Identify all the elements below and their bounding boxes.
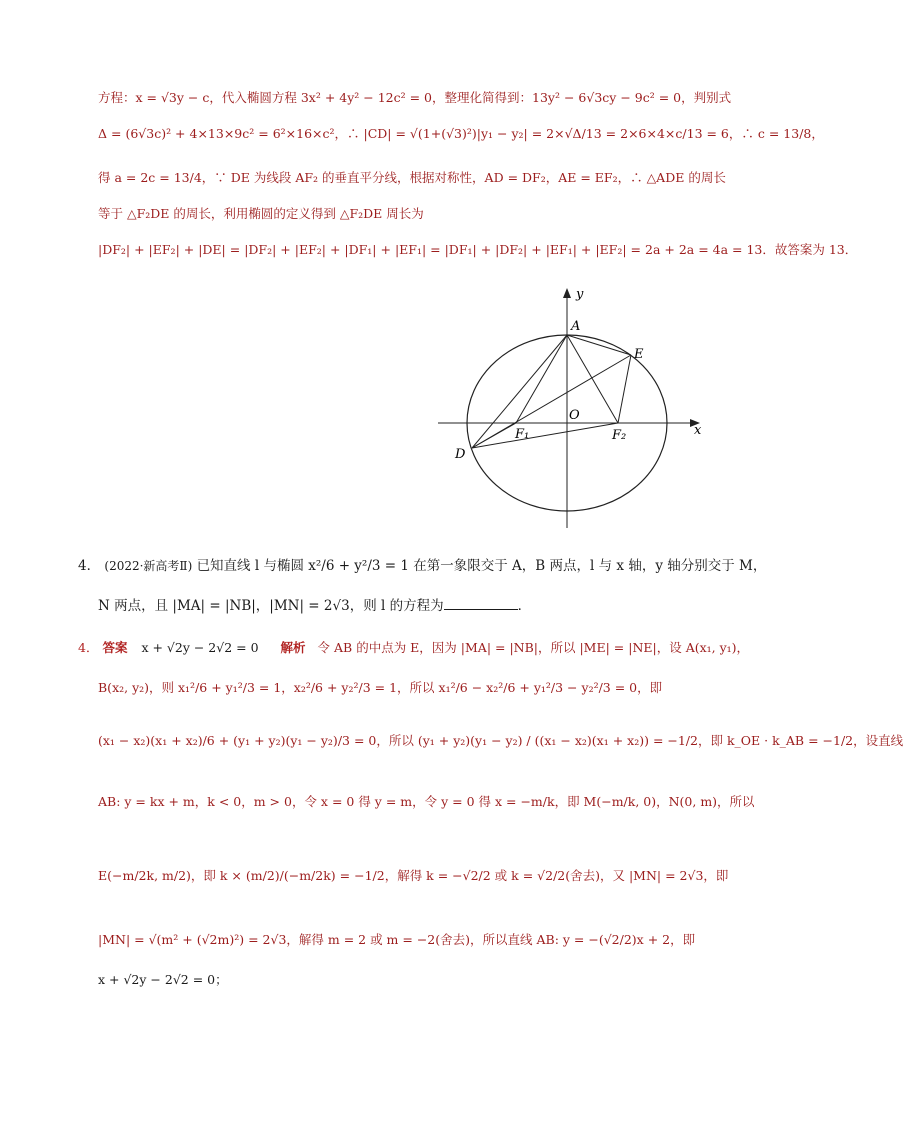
analysis-line-7: x + √2y − 2√2 = 0；	[98, 972, 228, 987]
analysis-label: 解析	[280, 640, 306, 655]
analysis-line-4: AB: y = kx + m，k < 0，m > 0，令 x = 0 得 y = m，令 y = 0 得 x = −m/k，即 M(−m/k, 0)，N(0, m)，所以	[98, 794, 755, 809]
label-x-axis: x	[694, 423, 702, 438]
solution-line-1: 方程：x = √3y − c，代入椭圆方程 3x² + 4y² − 12c² = 0，整理化简得到：13y² − 6√3cy − 9c² = 0，判别式	[98, 90, 732, 105]
solution-line-2: Δ = (6√3c)² + 4×13×9c² = 6²×16×c²，∴ |CD| = √(1+(√3)²)|y₁ − y₂| = 2×√Δ/13 = 2×6×4×c/13 = 6，∴ c = 13/8，	[98, 126, 824, 141]
label-origin-o: O	[569, 408, 580, 423]
answer-value: x + √2y − 2√2 = 0	[141, 640, 259, 655]
analysis-line-5: E(−m/2k, m/2)，即 k × (m/2)/(−m/2k) = −1/2，解得 k = −√2/2 或 k = √2/2(舍去)，又 |MN| = 2√3，即	[98, 868, 729, 883]
answer-blank	[444, 597, 518, 610]
question-text-1: 已知直线 l 与椭圆 x²/6 + y²/3 = 1 在第一象限交于 A，B 两点，l 与 x 轴，y 轴分别交于 M，	[196, 558, 767, 574]
solution-line-3: 得 a = 2c = 13/4，∵ DE 为线段 AF₂ 的垂直平分线，根据对称性，AD = DF₂，AE = EF₂，∴ △ADE 的周长	[98, 170, 726, 185]
question-line-2	[98, 596, 734, 616]
label-y-axis: y	[576, 287, 584, 302]
question-text-2a: N 两点，且 |MA| = |NB|，|MN| = 2√3，则 l 的方程为	[98, 598, 444, 614]
ellipse-figure	[430, 282, 730, 532]
solution-line-4: 等于 △F₂DE 的周长，利用椭圆的定义得到 △F₂DE 周长为	[98, 206, 424, 221]
analysis-line-6: |MN| = √(m² + (√2m)²) = 2√3，解得 m = 2 或 m = −2(舍去)，所以直线 AB: y = −(√2/2)x + 2，即	[98, 932, 696, 947]
solution-line-5: |DF₂| + |EF₂| + |DE| = |DF₂| + |EF₂| + |DF₁| + |EF₁| = |DF₁| + |DF₂| + |EF₁| + |EF₂| = 2a + 2a = 4a = 13．故答案为 13．	[98, 242, 858, 257]
question-number: 4．	[78, 558, 101, 574]
label-point-d: D	[455, 447, 466, 462]
label-point-f1: F₁	[515, 427, 530, 442]
answer-number: 4．	[78, 640, 99, 655]
analysis-line-1: 令 AB 的中点为 E，因为 |MA| = |NB|，所以 |ME| = |NE|，设 A(x₁, y₁)，	[317, 640, 750, 655]
label-point-e: E	[634, 347, 644, 362]
question-source: (2022·新高考Ⅱ)	[104, 559, 193, 573]
question-line-1	[78, 556, 767, 576]
analysis-line-2: B(x₂, y₂)，则 x₁²/6 + y₁²/3 = 1，x₂²/6 + y₂²/3 = 1，所以 x₁²/6 − x₂²/6 + y₁²/3 − y₂²/3 = 0，即	[98, 680, 663, 695]
analysis-line-3: (x₁ − x₂)(x₁ + x₂)/6 + (y₁ + y₂)(y₁ − y₂)/3 = 0，所以 (y₁ + y₂)(y₁ − y₂) / ((x₁ − x₂)(x₁ + x₂)) = −1/2，即 k_OE · k_AB = −1/2，设直线	[98, 733, 903, 748]
question-text-2b: ．	[517, 598, 532, 614]
label-point-f2: F₂	[612, 428, 627, 443]
label-point-a: A	[571, 319, 581, 334]
answer-label: 答案	[102, 640, 128, 655]
answer-header	[78, 638, 750, 658]
